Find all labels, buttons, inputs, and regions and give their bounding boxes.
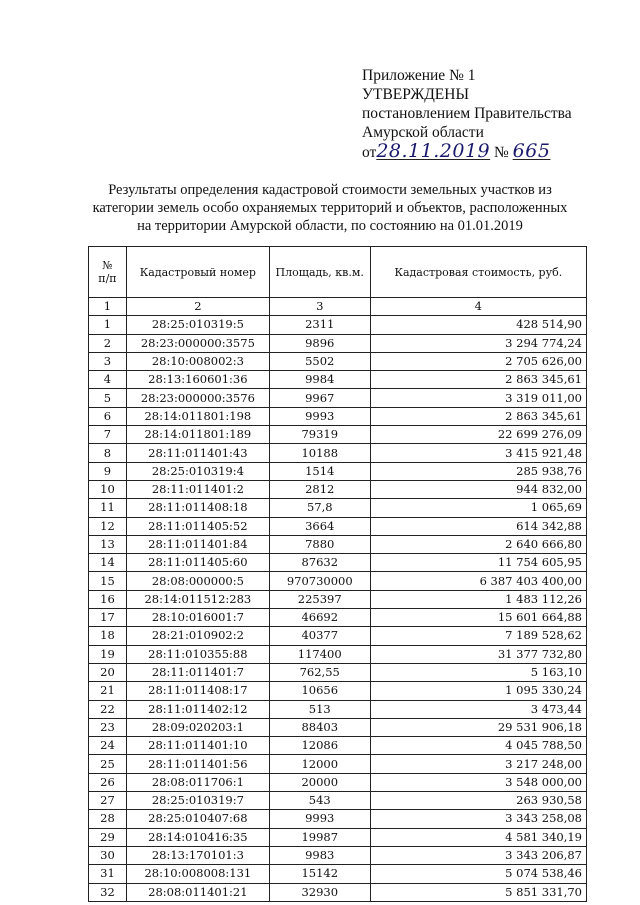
- table-row: [89, 663, 587, 681]
- cost-value: 614 342,88: [370, 517, 586, 535]
- table-row: [89, 846, 587, 864]
- cost-value: 3 319 011,00: [370, 389, 586, 407]
- row-number: 30: [89, 846, 127, 864]
- cost-value: 2 705 626,00: [370, 352, 586, 370]
- approval-header: [362, 66, 612, 162]
- row-number: 31: [89, 865, 127, 883]
- row-number: 3: [89, 352, 127, 370]
- cost-value: 3 294 774,24: [370, 334, 586, 352]
- decree-number-handwritten: 665: [512, 140, 551, 162]
- cadastral-number: 28:14:011801:189: [126, 426, 269, 444]
- table-row: [89, 535, 587, 553]
- header-area: Площадь, кв.м.: [269, 247, 370, 298]
- row-number: 7: [89, 426, 127, 444]
- table-row: [89, 371, 587, 389]
- cost-value: 11 754 605,95: [370, 554, 586, 572]
- area-value: 9967: [269, 389, 370, 407]
- table-row: [89, 810, 587, 828]
- cadastral-number: 28:11:011401:7: [126, 663, 269, 681]
- area-value: 12000: [269, 755, 370, 773]
- date-prefix: от: [362, 144, 377, 161]
- row-number: 5: [89, 389, 127, 407]
- cost-value: 7 189 528,62: [370, 627, 586, 645]
- column-index-row: [89, 298, 587, 316]
- cadastral-number: 28:11:011401:43: [126, 444, 269, 462]
- row-number: 25: [89, 755, 127, 773]
- area-value: 87632: [269, 554, 370, 572]
- table-row: [89, 737, 587, 755]
- table-row: [89, 865, 587, 883]
- cadastral-number: 28:14:010416:35: [126, 828, 269, 846]
- table-row: [89, 627, 587, 645]
- cadastral-number: 28:23:000000:3575: [126, 334, 269, 352]
- row-number: 8: [89, 444, 127, 462]
- row-number: 2: [89, 334, 127, 352]
- row-number: 4: [89, 371, 127, 389]
- cost-value: 29 531 906,18: [370, 718, 586, 736]
- column-index-cell: 3: [269, 298, 370, 316]
- cadastral-number: 28:08:000000:5: [126, 572, 269, 590]
- area-value: 9984: [269, 371, 370, 389]
- cadastral-value-table: [88, 246, 587, 902]
- table-row: [89, 407, 587, 425]
- cadastral-number: 28:25:010319:4: [126, 462, 269, 480]
- table-row: [89, 828, 587, 846]
- area-value: 2311: [269, 316, 370, 334]
- area-value: 9983: [269, 846, 370, 864]
- header-num: [89, 247, 127, 298]
- table-row: [89, 316, 587, 334]
- decree-label: постановлением Правительства: [362, 105, 572, 122]
- decree-date-line: [362, 142, 612, 162]
- cost-value: 3 415 921,48: [370, 444, 586, 462]
- header-num-symbol: №: [102, 259, 113, 272]
- row-number: 13: [89, 535, 127, 553]
- row-number: 22: [89, 700, 127, 718]
- area-value: 970730000: [269, 572, 370, 590]
- area-value: 10188: [269, 444, 370, 462]
- table-body: [89, 316, 587, 902]
- cadastral-number: 28:11:011401:84: [126, 535, 269, 553]
- table-row: [89, 444, 587, 462]
- cadastral-number: 28:23:000000:3576: [126, 389, 269, 407]
- cadastral-number: 28:11:011402:12: [126, 700, 269, 718]
- row-number: 12: [89, 517, 127, 535]
- cost-value: 3 217 248,00: [370, 755, 586, 773]
- cost-value: 428 514,90: [370, 316, 586, 334]
- table-row: [89, 517, 587, 535]
- decree-date-handwritten: 28.11.2019: [376, 140, 491, 162]
- table-row: [89, 792, 587, 810]
- cadastral-number: 28:11:011408:17: [126, 682, 269, 700]
- cost-value: 31 377 732,80: [370, 645, 586, 663]
- table-row: [89, 755, 587, 773]
- table-row: [89, 389, 587, 407]
- area-value: 12086: [269, 737, 370, 755]
- table-row: [89, 334, 587, 352]
- cadastral-number: 28:25:010319:5: [126, 316, 269, 334]
- cost-value: 6 387 403 400,00: [370, 572, 586, 590]
- area-value: 20000: [269, 773, 370, 791]
- cost-value: 944 832,00: [370, 480, 586, 498]
- cost-value: 2 863 345,61: [370, 371, 586, 389]
- row-number: 29: [89, 828, 127, 846]
- cadastral-number: 28:10:008002:3: [126, 352, 269, 370]
- area-value: 32930: [269, 883, 370, 901]
- area-value: 117400: [269, 645, 370, 663]
- row-number: 10: [89, 480, 127, 498]
- row-number: 14: [89, 554, 127, 572]
- cost-value: 3 473,44: [370, 700, 586, 718]
- title-line-2: категории земель особо охраняемых территорий и объектов, расположенных: [92, 200, 568, 216]
- region-label: Амурской области: [362, 124, 484, 141]
- cost-value: 1 095 330,24: [370, 682, 586, 700]
- cost-value: 3 548 000,00: [370, 773, 586, 791]
- cadastral-number: 28:11:011408:18: [126, 499, 269, 517]
- area-value: 762,55: [269, 663, 370, 681]
- row-number: 24: [89, 737, 127, 755]
- number-prefix: №: [494, 144, 509, 161]
- cadastral-number: 28:09:020203:1: [126, 718, 269, 736]
- approved-label: УТВЕРЖДЕНЫ: [362, 86, 469, 103]
- header-cost: Кадастровая стоимость, руб.: [370, 247, 586, 298]
- table-row: [89, 590, 587, 608]
- cadastral-number: 28:11:011401:10: [126, 737, 269, 755]
- cost-value: 5 851 331,70: [370, 883, 586, 901]
- cost-value: 3 343 258,08: [370, 810, 586, 828]
- cost-value: 1 483 112,26: [370, 590, 586, 608]
- area-value: 9896: [269, 334, 370, 352]
- row-number: 23: [89, 718, 127, 736]
- cost-value: 263 930,58: [370, 792, 586, 810]
- row-number: 26: [89, 773, 127, 791]
- row-number: 15: [89, 572, 127, 590]
- cost-value: 5 163,10: [370, 663, 586, 681]
- table-row: [89, 480, 587, 498]
- cadastral-number: 28:08:011706:1: [126, 773, 269, 791]
- cost-value: 15 601 664,88: [370, 609, 586, 627]
- row-number: 16: [89, 590, 127, 608]
- cadastral-number: 28:10:016001:7: [126, 609, 269, 627]
- table-row: [89, 883, 587, 901]
- table-row: [89, 462, 587, 480]
- table-row: [89, 352, 587, 370]
- cadastral-number: 28:11:011401:2: [126, 480, 269, 498]
- area-value: 79319: [269, 426, 370, 444]
- cadastral-number: 28:13:170101:3: [126, 846, 269, 864]
- area-value: 225397: [269, 590, 370, 608]
- document-title: [60, 181, 600, 235]
- area-value: 543: [269, 792, 370, 810]
- cost-value: 3 343 206,87: [370, 846, 586, 864]
- cost-value: 285 938,76: [370, 462, 586, 480]
- area-value: 3664: [269, 517, 370, 535]
- area-value: 2812: [269, 480, 370, 498]
- title-line-1: Результаты определения кадастровой стоимости земельных участков из: [108, 182, 552, 198]
- area-value: 15142: [269, 865, 370, 883]
- table-row: [89, 426, 587, 444]
- table-row: [89, 718, 587, 736]
- cadastral-number: 28:11:011405:60: [126, 554, 269, 572]
- cadastral-number: 28:11:011405:52: [126, 517, 269, 535]
- row-number: 32: [89, 883, 127, 901]
- row-number: 19: [89, 645, 127, 663]
- cost-value: 2 640 666,80: [370, 535, 586, 553]
- area-value: 9993: [269, 407, 370, 425]
- table-row: [89, 554, 587, 572]
- row-number: 17: [89, 609, 127, 627]
- area-value: 19987: [269, 828, 370, 846]
- table-row: [89, 773, 587, 791]
- cost-value: 22 699 276,09: [370, 426, 586, 444]
- area-value: 40377: [269, 627, 370, 645]
- cadastral-number: 28:13:160601:36: [126, 371, 269, 389]
- cadastral-number: 28:25:010407:68: [126, 810, 269, 828]
- area-value: 46692: [269, 609, 370, 627]
- table-row: [89, 572, 587, 590]
- cost-value: 5 074 538,46: [370, 865, 586, 883]
- table-row: [89, 700, 587, 718]
- row-number: 6: [89, 407, 127, 425]
- area-value: 57,8: [269, 499, 370, 517]
- row-number: 27: [89, 792, 127, 810]
- cadastral-number: 28:21:010902:2: [126, 627, 269, 645]
- column-index-cell: 4: [370, 298, 586, 316]
- area-value: 513: [269, 700, 370, 718]
- appendix-label: Приложение № 1: [362, 67, 476, 84]
- table-row: [89, 499, 587, 517]
- cadastral-number: 28:25:010319:7: [126, 792, 269, 810]
- cadastral-number: 28:11:010355:88: [126, 645, 269, 663]
- header-num-abbr: п/п: [98, 272, 117, 285]
- header-cadastral-number: Кадастровый номер: [126, 247, 269, 298]
- area-value: 5502: [269, 352, 370, 370]
- title-line-3: на территории Амурской области, по состоянию на 01.01.2019: [137, 218, 523, 234]
- cadastral-number: 28:11:011401:56: [126, 755, 269, 773]
- row-number: 11: [89, 499, 127, 517]
- cadastral-number: 28:10:008008:131: [126, 865, 269, 883]
- cadastral-number: 28:14:011801:198: [126, 407, 269, 425]
- row-number: 1: [89, 316, 127, 334]
- cadastral-number: 28:08:011401:21: [126, 883, 269, 901]
- cost-value: 2 863 345,61: [370, 407, 586, 425]
- row-number: 21: [89, 682, 127, 700]
- area-value: 9993: [269, 810, 370, 828]
- row-number: 28: [89, 810, 127, 828]
- area-value: 1514: [269, 462, 370, 480]
- cadastral-number: 28:14:011512:283: [126, 590, 269, 608]
- column-index-cell: 1: [89, 298, 127, 316]
- area-value: 7880: [269, 535, 370, 553]
- table-row: [89, 609, 587, 627]
- area-value: 88403: [269, 718, 370, 736]
- row-number: 9: [89, 462, 127, 480]
- cost-value: 1 065,69: [370, 499, 586, 517]
- table-header-row: [89, 247, 587, 298]
- cost-value: 4 045 788,50: [370, 737, 586, 755]
- table-row: [89, 645, 587, 663]
- column-index-cell: 2: [126, 298, 269, 316]
- cost-value: 4 581 340,19: [370, 828, 586, 846]
- table-row: [89, 682, 587, 700]
- row-number: 20: [89, 663, 127, 681]
- row-number: 18: [89, 627, 127, 645]
- area-value: 10656: [269, 682, 370, 700]
